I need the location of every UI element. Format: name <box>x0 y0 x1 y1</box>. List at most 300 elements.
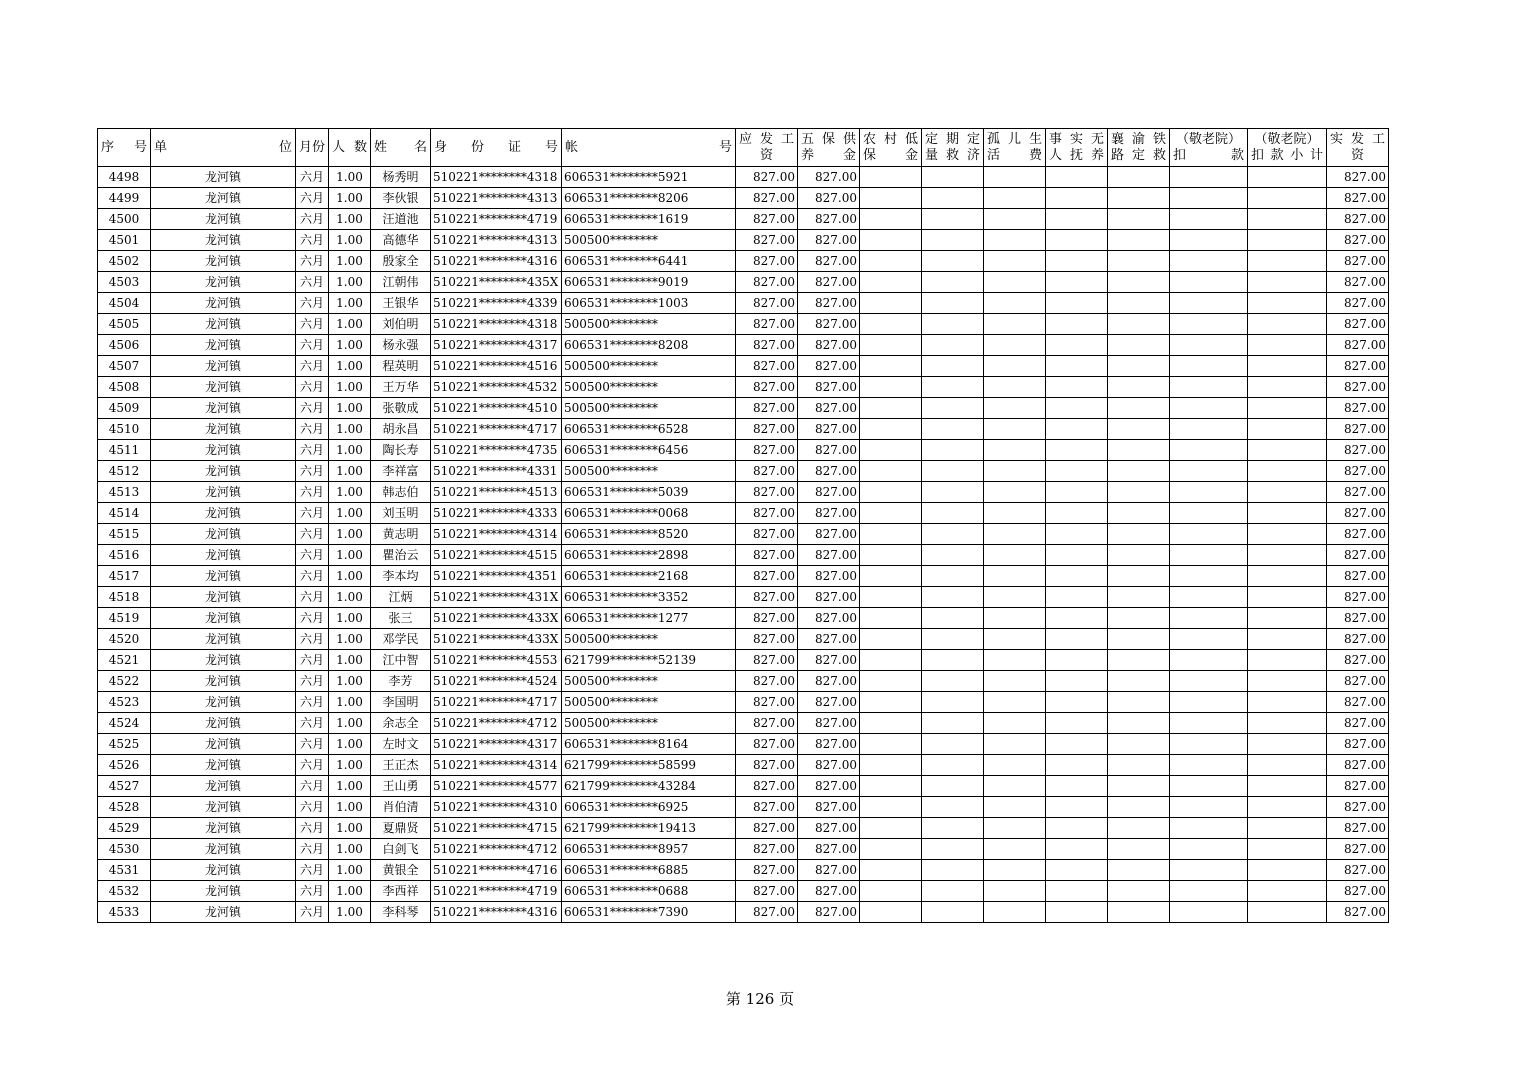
cell-unit: 龙河镇 <box>151 881 296 902</box>
cell-yingfa: 827.00 <box>736 839 798 860</box>
cell-seq: 4513 <box>98 482 151 503</box>
cell-jinglao-subtotal <box>1248 482 1327 503</box>
cell-guer <box>984 902 1046 923</box>
cell-unit: 龙河镇 <box>151 692 296 713</box>
cell-jinglao-deduction <box>1170 419 1248 440</box>
cell-unit: 龙河镇 <box>151 314 296 335</box>
cell-shishi <box>1046 776 1108 797</box>
cell-id: 510221********4719 <box>431 209 562 230</box>
table-row <box>98 566 1389 587</box>
cell-count: 1.00 <box>329 167 371 188</box>
cell-dingqi <box>922 377 984 398</box>
cell-jinglao-subtotal <box>1248 398 1327 419</box>
cell-shifa: 827.00 <box>1327 797 1389 818</box>
cell-wubao: 827.00 <box>798 839 860 860</box>
cell-shishi <box>1046 482 1108 503</box>
cell-seq: 4518 <box>98 587 151 608</box>
cell-guer <box>984 587 1046 608</box>
cell-seq: 4525 <box>98 734 151 755</box>
cell-seq: 4527 <box>98 776 151 797</box>
cell-seq: 4516 <box>98 545 151 566</box>
cell-jinglao-deduction <box>1170 482 1248 503</box>
cell-wubao: 827.00 <box>798 797 860 818</box>
cell-jinglao-subtotal <box>1248 881 1327 902</box>
cell-id: 510221********4314 <box>431 524 562 545</box>
cell-name: 王山勇 <box>371 776 431 797</box>
cell-shishi <box>1046 545 1108 566</box>
cell-id: 510221********4716 <box>431 860 562 881</box>
cell-xiangyu <box>1108 881 1170 902</box>
cell-dingqi <box>922 797 984 818</box>
cell-yingfa: 827.00 <box>736 860 798 881</box>
table-row <box>98 587 1389 608</box>
cell-unit: 龙河镇 <box>151 419 296 440</box>
cell-nongcun <box>860 482 922 503</box>
cell-id: 510221********4524 <box>431 671 562 692</box>
cell-jinglao-deduction <box>1170 356 1248 377</box>
cell-shishi <box>1046 734 1108 755</box>
cell-jinglao-deduction <box>1170 755 1248 776</box>
cell-name: 张敬成 <box>371 398 431 419</box>
cell-dingqi <box>922 482 984 503</box>
cell-unit: 龙河镇 <box>151 755 296 776</box>
cell-seq: 4532 <box>98 881 151 902</box>
cell-shifa: 827.00 <box>1327 419 1389 440</box>
cell-seq: 4520 <box>98 629 151 650</box>
table-row <box>98 608 1389 629</box>
cell-account: 500500******** <box>562 398 736 419</box>
header-xiangyu: 襄 渝 铁 路 定 救 <box>1108 129 1170 167</box>
cell-nongcun <box>860 671 922 692</box>
cell-seq: 4501 <box>98 230 151 251</box>
cell-nongcun <box>860 860 922 881</box>
cell-seq: 4512 <box>98 461 151 482</box>
cell-guer <box>984 566 1046 587</box>
cell-xiangyu <box>1108 419 1170 440</box>
cell-id: 510221********4553 <box>431 650 562 671</box>
header-wubao: 五 保 供 养 金 <box>798 129 860 167</box>
cell-shishi <box>1046 524 1108 545</box>
cell-id: 510221********4712 <box>431 713 562 734</box>
cell-jinglao-deduction <box>1170 398 1248 419</box>
cell-month: 六月 <box>296 356 329 377</box>
cell-unit: 龙河镇 <box>151 734 296 755</box>
cell-id: 510221********4317 <box>431 734 562 755</box>
cell-shishi <box>1046 335 1108 356</box>
cell-count: 1.00 <box>329 419 371 440</box>
cell-yingfa: 827.00 <box>736 734 798 755</box>
table-row <box>98 377 1389 398</box>
cell-seq: 4514 <box>98 503 151 524</box>
cell-nongcun <box>860 314 922 335</box>
table-row <box>98 167 1389 188</box>
cell-nongcun <box>860 356 922 377</box>
cell-id: 510221********4313 <box>431 188 562 209</box>
cell-account: 500500******** <box>562 377 736 398</box>
cell-nongcun <box>860 461 922 482</box>
cell-account: 606531********3352 <box>562 587 736 608</box>
cell-wubao: 827.00 <box>798 398 860 419</box>
cell-shifa: 827.00 <box>1327 650 1389 671</box>
header-dingqi: 定 期 定 量 救 济 <box>922 129 984 167</box>
cell-nongcun <box>860 293 922 314</box>
cell-shifa: 827.00 <box>1327 230 1389 251</box>
cell-xiangyu <box>1108 839 1170 860</box>
cell-name: 陶长寿 <box>371 440 431 461</box>
cell-count: 1.00 <box>329 335 371 356</box>
cell-wubao: 827.00 <box>798 503 860 524</box>
cell-name: 高德华 <box>371 230 431 251</box>
cell-id: 510221********431X <box>431 587 562 608</box>
cell-dingqi <box>922 713 984 734</box>
table-row <box>98 524 1389 545</box>
cell-yingfa: 827.00 <box>736 251 798 272</box>
cell-guer <box>984 629 1046 650</box>
cell-count: 1.00 <box>329 440 371 461</box>
cell-nongcun <box>860 440 922 461</box>
cell-month: 六月 <box>296 566 329 587</box>
cell-xiangyu <box>1108 755 1170 776</box>
cell-jinglao-deduction <box>1170 860 1248 881</box>
cell-dingqi <box>922 293 984 314</box>
cell-xiangyu <box>1108 608 1170 629</box>
table-row <box>98 335 1389 356</box>
cell-shishi <box>1046 356 1108 377</box>
cell-xiangyu <box>1108 503 1170 524</box>
cell-unit: 龙河镇 <box>151 209 296 230</box>
cell-shishi <box>1046 209 1108 230</box>
cell-count: 1.00 <box>329 545 371 566</box>
cell-guer <box>984 797 1046 818</box>
cell-unit: 龙河镇 <box>151 377 296 398</box>
cell-dingqi <box>922 419 984 440</box>
cell-dingqi <box>922 776 984 797</box>
cell-account: 606531********6528 <box>562 419 736 440</box>
cell-xiangyu <box>1108 398 1170 419</box>
cell-yingfa: 827.00 <box>736 293 798 314</box>
cell-dingqi <box>922 608 984 629</box>
cell-shifa: 827.00 <box>1327 692 1389 713</box>
cell-dingqi <box>922 398 984 419</box>
cell-name: 李伙银 <box>371 188 431 209</box>
cell-shifa: 827.00 <box>1327 482 1389 503</box>
cell-xiangyu <box>1108 335 1170 356</box>
cell-yingfa: 827.00 <box>736 797 798 818</box>
cell-shishi <box>1046 713 1108 734</box>
cell-wubao: 827.00 <box>798 692 860 713</box>
cell-shishi <box>1046 461 1108 482</box>
cell-name: 王正杰 <box>371 755 431 776</box>
cell-shifa: 827.00 <box>1327 545 1389 566</box>
cell-unit: 龙河镇 <box>151 482 296 503</box>
cell-guer <box>984 167 1046 188</box>
cell-jinglao-subtotal <box>1248 230 1327 251</box>
cell-yingfa: 827.00 <box>736 230 798 251</box>
cell-count: 1.00 <box>329 650 371 671</box>
cell-account: 621799********52139 <box>562 650 736 671</box>
cell-id: 510221********4316 <box>431 251 562 272</box>
table-row <box>98 902 1389 923</box>
cell-jinglao-subtotal <box>1248 587 1327 608</box>
cell-unit: 龙河镇 <box>151 818 296 839</box>
cell-guer <box>984 293 1046 314</box>
cell-count: 1.00 <box>329 734 371 755</box>
cell-account: 606531********0688 <box>562 881 736 902</box>
cell-id: 510221********4719 <box>431 881 562 902</box>
cell-jinglao-deduction <box>1170 734 1248 755</box>
cell-yingfa: 827.00 <box>736 545 798 566</box>
cell-wubao: 827.00 <box>798 251 860 272</box>
cell-shifa: 827.00 <box>1327 377 1389 398</box>
cell-account: 606531********6885 <box>562 860 736 881</box>
cell-shishi <box>1046 251 1108 272</box>
cell-month: 六月 <box>296 335 329 356</box>
cell-account: 606531********6456 <box>562 440 736 461</box>
cell-count: 1.00 <box>329 860 371 881</box>
cell-dingqi <box>922 839 984 860</box>
cell-shifa: 827.00 <box>1327 335 1389 356</box>
cell-count: 1.00 <box>329 818 371 839</box>
cell-yingfa: 827.00 <box>736 188 798 209</box>
cell-dingqi <box>922 251 984 272</box>
cell-seq: 4500 <box>98 209 151 230</box>
cell-yingfa: 827.00 <box>736 587 798 608</box>
cell-yingfa: 827.00 <box>736 881 798 902</box>
cell-jinglao-deduction <box>1170 566 1248 587</box>
cell-shishi <box>1046 818 1108 839</box>
cell-guer <box>984 398 1046 419</box>
cell-guer <box>984 461 1046 482</box>
cell-wubao: 827.00 <box>798 650 860 671</box>
cell-dingqi <box>922 545 984 566</box>
cell-nongcun <box>860 629 922 650</box>
cell-count: 1.00 <box>329 377 371 398</box>
cell-jinglao-deduction <box>1170 293 1248 314</box>
cell-unit: 龙河镇 <box>151 272 296 293</box>
table-row <box>98 797 1389 818</box>
cell-id: 510221********4516 <box>431 356 562 377</box>
cell-shishi <box>1046 860 1108 881</box>
cell-dingqi <box>922 902 984 923</box>
cell-xiangyu <box>1108 272 1170 293</box>
cell-shishi <box>1046 839 1108 860</box>
cell-shifa: 827.00 <box>1327 251 1389 272</box>
cell-yingfa: 827.00 <box>736 461 798 482</box>
cell-seq: 4505 <box>98 314 151 335</box>
cell-guer <box>984 251 1046 272</box>
cell-guer <box>984 335 1046 356</box>
cell-id: 510221********4712 <box>431 839 562 860</box>
cell-guer <box>984 755 1046 776</box>
cell-month: 六月 <box>296 713 329 734</box>
cell-count: 1.00 <box>329 356 371 377</box>
cell-yingfa: 827.00 <box>736 440 798 461</box>
cell-jinglao-subtotal <box>1248 314 1327 335</box>
cell-xiangyu <box>1108 482 1170 503</box>
cell-month: 六月 <box>296 629 329 650</box>
cell-jinglao-subtotal <box>1248 440 1327 461</box>
cell-id: 510221********4313 <box>431 230 562 251</box>
cell-id: 510221********4532 <box>431 377 562 398</box>
cell-jinglao-deduction <box>1170 545 1248 566</box>
cell-id: 510221********4316 <box>431 902 562 923</box>
cell-shishi <box>1046 797 1108 818</box>
cell-jinglao-deduction <box>1170 377 1248 398</box>
header-seq: 序 号 <box>98 129 151 167</box>
cell-yingfa: 827.00 <box>736 209 798 230</box>
cell-shishi <box>1046 230 1108 251</box>
cell-yingfa: 827.00 <box>736 167 798 188</box>
cell-seq: 4521 <box>98 650 151 671</box>
cell-jinglao-deduction <box>1170 587 1248 608</box>
cell-xiangyu <box>1108 713 1170 734</box>
cell-nongcun <box>860 398 922 419</box>
cell-account: 606531********6925 <box>562 797 736 818</box>
cell-count: 1.00 <box>329 797 371 818</box>
cell-yingfa: 827.00 <box>736 818 798 839</box>
cell-nongcun <box>860 797 922 818</box>
cell-name: 江炳 <box>371 587 431 608</box>
cell-account: 606531********8957 <box>562 839 736 860</box>
cell-month: 六月 <box>296 776 329 797</box>
cell-seq: 4528 <box>98 797 151 818</box>
cell-name: 瞿治云 <box>371 545 431 566</box>
cell-shifa: 827.00 <box>1327 293 1389 314</box>
cell-unit: 龙河镇 <box>151 251 296 272</box>
page-number: 第 126 页 <box>725 990 795 1008</box>
cell-xiangyu <box>1108 251 1170 272</box>
cell-yingfa: 827.00 <box>736 272 798 293</box>
cell-dingqi <box>922 272 984 293</box>
cell-name: 李西祥 <box>371 881 431 902</box>
cell-shifa: 827.00 <box>1327 461 1389 482</box>
cell-yingfa: 827.00 <box>736 356 798 377</box>
cell-account: 606531********1003 <box>562 293 736 314</box>
cell-id: 510221********4339 <box>431 293 562 314</box>
cell-shishi <box>1046 629 1108 650</box>
cell-yingfa: 827.00 <box>736 398 798 419</box>
cell-jinglao-subtotal <box>1248 902 1327 923</box>
cell-account: 606531********8208 <box>562 335 736 356</box>
cell-dingqi <box>922 860 984 881</box>
cell-jinglao-subtotal <box>1248 209 1327 230</box>
cell-jinglao-subtotal <box>1248 797 1327 818</box>
cell-account: 500500******** <box>562 671 736 692</box>
cell-dingqi <box>922 335 984 356</box>
cell-shishi <box>1046 587 1108 608</box>
cell-month: 六月 <box>296 272 329 293</box>
cell-id: 510221********4515 <box>431 545 562 566</box>
cell-shifa: 827.00 <box>1327 398 1389 419</box>
cell-seq: 4506 <box>98 335 151 356</box>
cell-unit: 龙河镇 <box>151 230 296 251</box>
cell-seq: 4533 <box>98 902 151 923</box>
cell-jinglao-subtotal <box>1248 167 1327 188</box>
cell-dingqi <box>922 167 984 188</box>
cell-shifa: 827.00 <box>1327 839 1389 860</box>
cell-jinglao-deduction <box>1170 251 1248 272</box>
cell-xiangyu <box>1108 188 1170 209</box>
cell-xiangyu <box>1108 167 1170 188</box>
cell-jinglao-subtotal <box>1248 356 1327 377</box>
cell-dingqi <box>922 566 984 587</box>
cell-jinglao-deduction <box>1170 797 1248 818</box>
cell-seq: 4529 <box>98 818 151 839</box>
cell-wubao: 827.00 <box>798 167 860 188</box>
cell-yingfa: 827.00 <box>736 608 798 629</box>
cell-seq: 4503 <box>98 272 151 293</box>
cell-jinglao-deduction <box>1170 650 1248 671</box>
cell-seq: 4504 <box>98 293 151 314</box>
cell-yingfa: 827.00 <box>736 671 798 692</box>
cell-jinglao-subtotal <box>1248 419 1327 440</box>
cell-guer <box>984 503 1046 524</box>
cell-yingfa: 827.00 <box>736 377 798 398</box>
cell-dingqi <box>922 314 984 335</box>
cell-guer <box>984 524 1046 545</box>
cell-yingfa: 827.00 <box>736 419 798 440</box>
cell-nongcun <box>860 587 922 608</box>
cell-shifa: 827.00 <box>1327 272 1389 293</box>
cell-seq: 4511 <box>98 440 151 461</box>
table-row <box>98 860 1389 881</box>
cell-dingqi <box>922 230 984 251</box>
cell-shifa: 827.00 <box>1327 713 1389 734</box>
cell-account: 606531********6441 <box>562 251 736 272</box>
cell-account: 500500******** <box>562 356 736 377</box>
cell-jinglao-deduction <box>1170 335 1248 356</box>
cell-name: 夏鼎贤 <box>371 818 431 839</box>
cell-xiangyu <box>1108 293 1170 314</box>
cell-guer <box>984 482 1046 503</box>
cell-shishi <box>1046 293 1108 314</box>
header-name: 姓 名 <box>371 129 431 167</box>
cell-wubao: 827.00 <box>798 629 860 650</box>
cell-jinglao-deduction <box>1170 881 1248 902</box>
cell-shifa: 827.00 <box>1327 167 1389 188</box>
cell-guer <box>984 776 1046 797</box>
cell-count: 1.00 <box>329 713 371 734</box>
cell-nongcun <box>860 167 922 188</box>
cell-jinglao-subtotal <box>1248 524 1327 545</box>
cell-xiangyu <box>1108 209 1170 230</box>
cell-count: 1.00 <box>329 608 371 629</box>
header-nongcun: 农 村 低 保 金 <box>860 129 922 167</box>
cell-wubao: 827.00 <box>798 461 860 482</box>
cell-name: 余志全 <box>371 713 431 734</box>
cell-shishi <box>1046 671 1108 692</box>
cell-jinglao-subtotal <box>1248 860 1327 881</box>
cell-count: 1.00 <box>329 587 371 608</box>
cell-count: 1.00 <box>329 251 371 272</box>
table-row <box>98 818 1389 839</box>
cell-count: 1.00 <box>329 188 371 209</box>
cell-jinglao-deduction <box>1170 818 1248 839</box>
table-row <box>98 839 1389 860</box>
cell-shifa: 827.00 <box>1327 587 1389 608</box>
cell-id: 510221********4318 <box>431 314 562 335</box>
cell-nongcun <box>860 545 922 566</box>
cell-nongcun <box>860 377 922 398</box>
cell-unit: 龙河镇 <box>151 524 296 545</box>
cell-name: 韩志伯 <box>371 482 431 503</box>
cell-xiangyu <box>1108 545 1170 566</box>
cell-wubao: 827.00 <box>798 230 860 251</box>
table-row <box>98 398 1389 419</box>
cell-jinglao-subtotal <box>1248 818 1327 839</box>
cell-jinglao-deduction <box>1170 692 1248 713</box>
cell-guer <box>984 272 1046 293</box>
